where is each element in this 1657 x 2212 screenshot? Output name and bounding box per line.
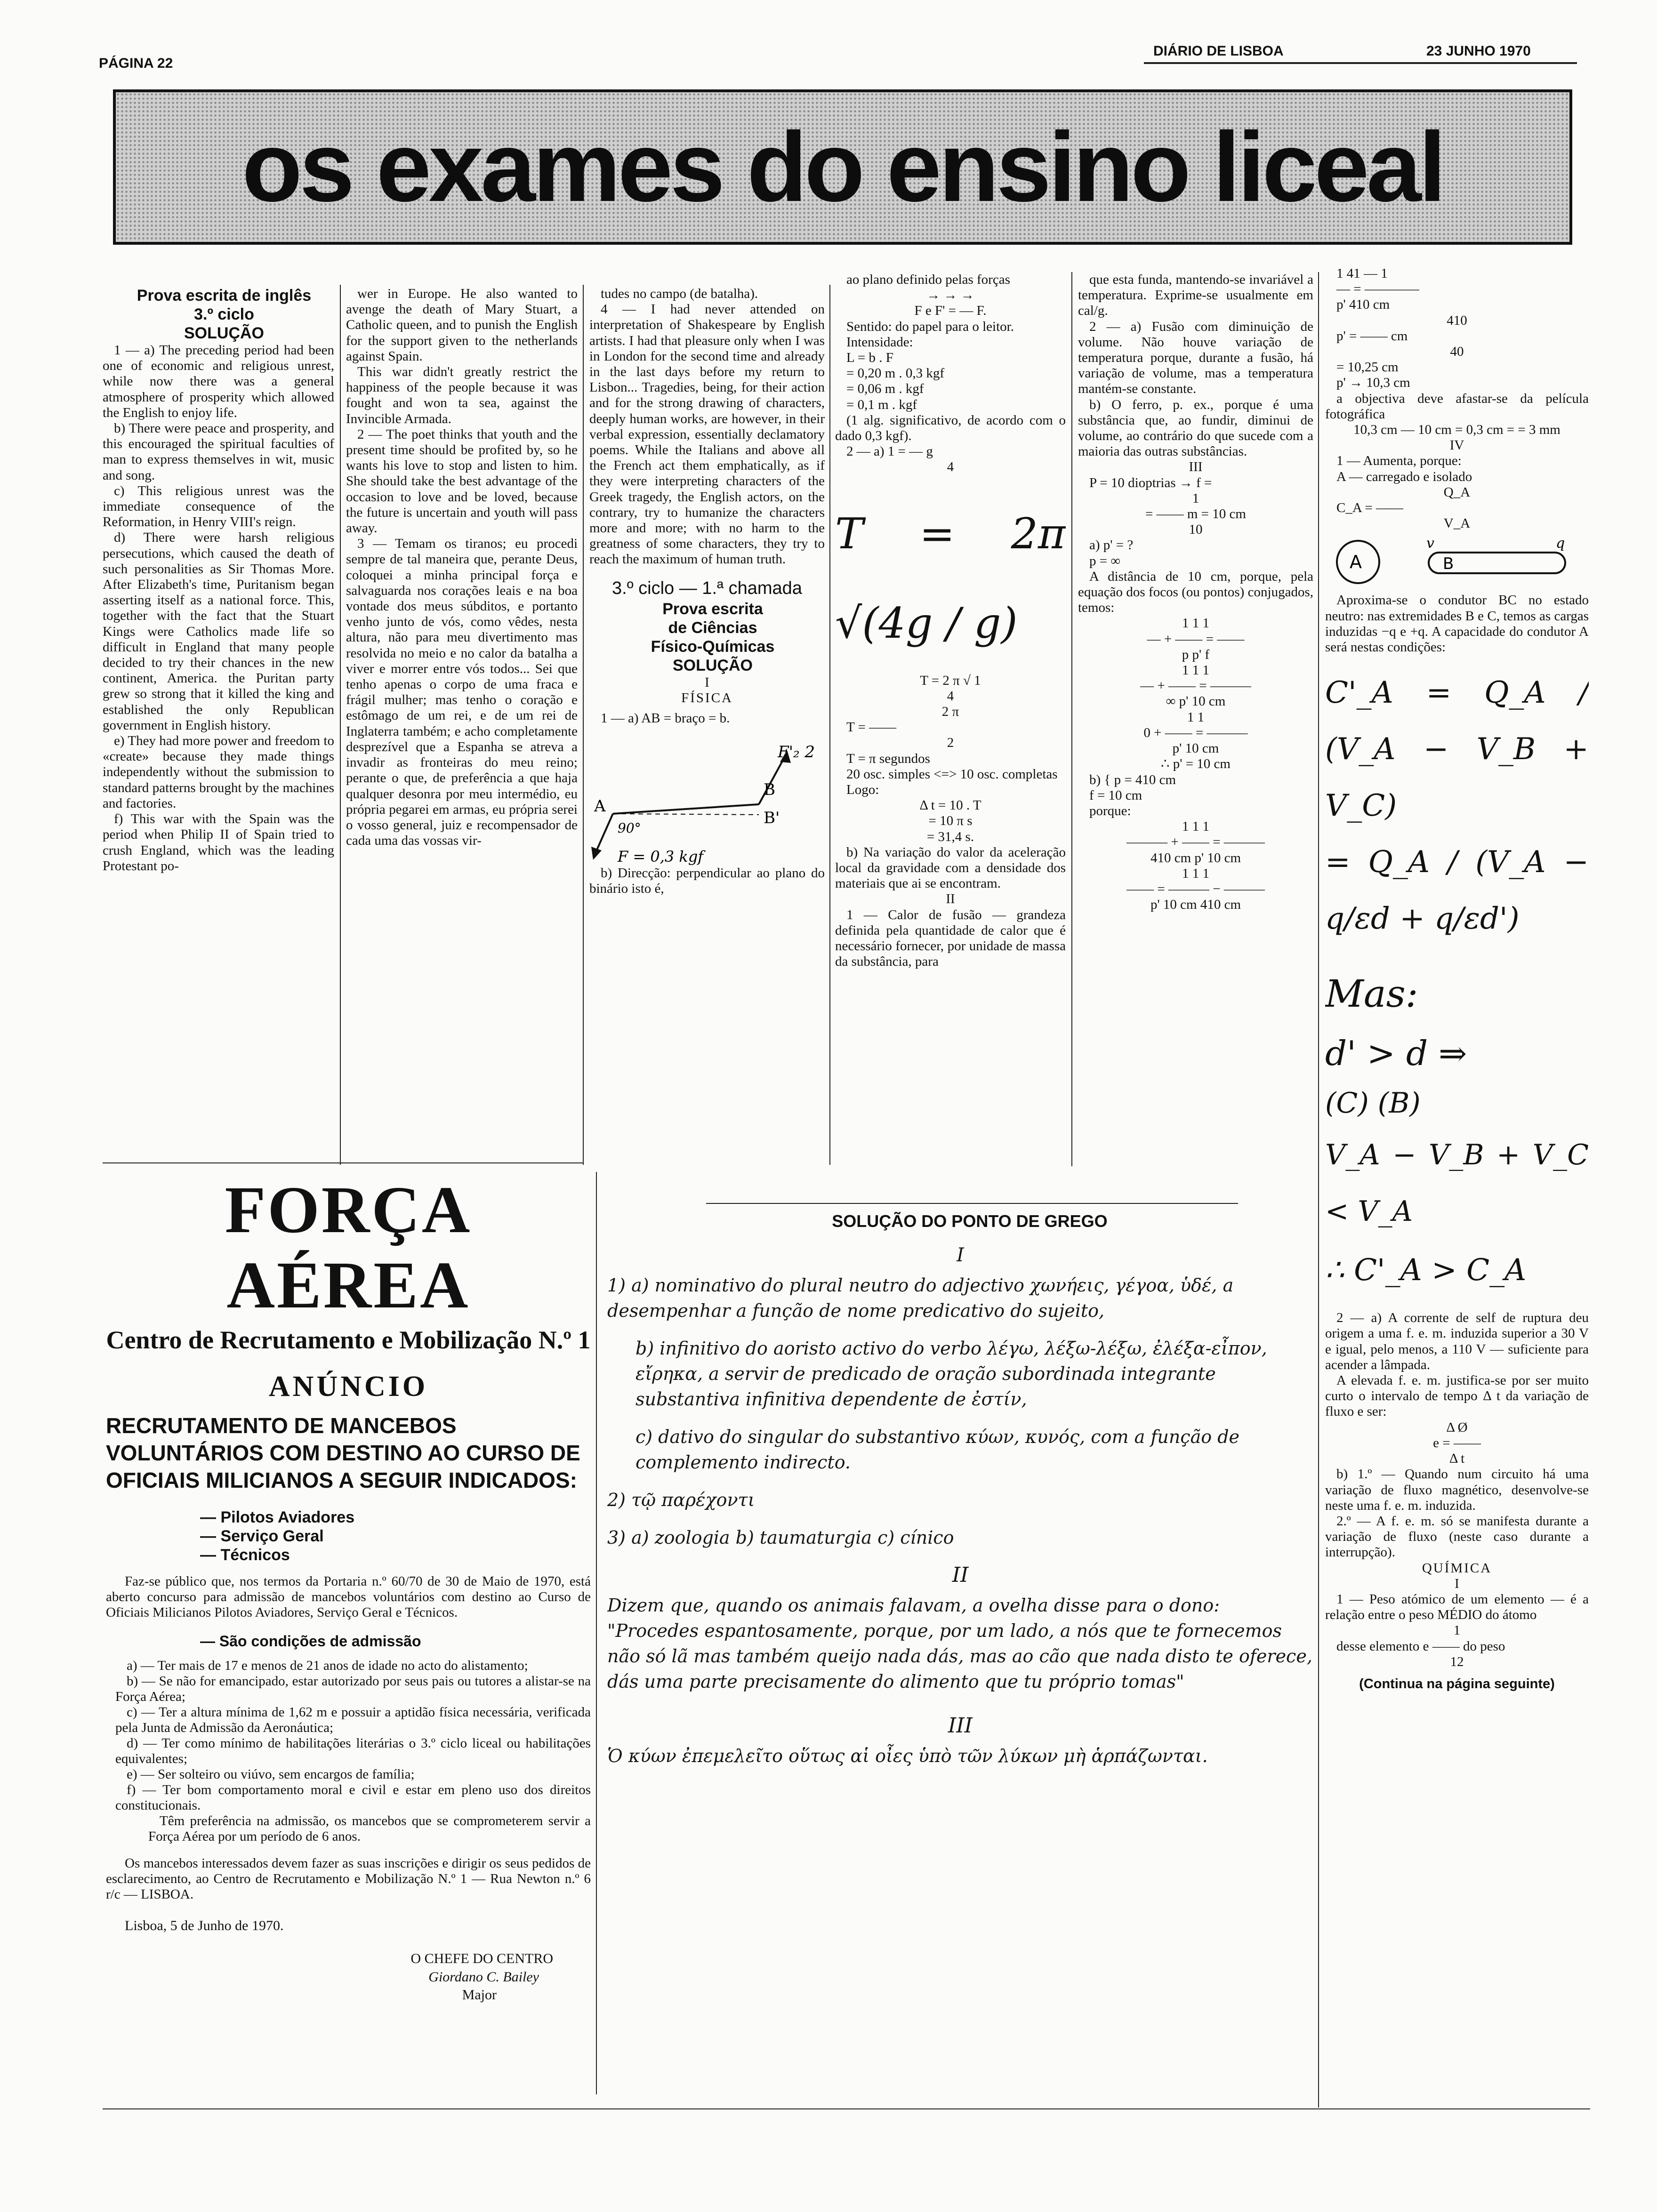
formula-line: —— = ——— − ——— <box>1126 881 1265 897</box>
greek-answers <box>607 1273 1313 1550</box>
formula-line: 410 <box>1447 313 1467 328</box>
greek-translation: Dizem que, quando os animais falavam, a ovelha disse para o dono: "Procedes espantosamente, porque, por um lado, a nós que te fornecemos não só lã mas também queijo nada dás, mas ao cão que nada disto te oferece, dás uma parte precisamente do alimento que tu próprio tomas" <box>607 1595 1312 1692</box>
formula-line: 4 <box>947 688 954 704</box>
roman-numeral: III <box>948 1714 973 1738</box>
page-number: PÁGINA 22 <box>99 56 173 71</box>
condition-item: d) — Ter como mínimo de habilitações literárias o 3.º ciclo liceal ou habilitações equivalentes; <box>115 1736 591 1766</box>
formula-line: p' = —— cm <box>1336 328 1408 344</box>
formula-line: 2 <box>947 735 954 751</box>
banner-title: os exames do ensino liceal <box>242 112 1443 222</box>
formula-line: b) { p = 410 cm <box>1089 772 1176 787</box>
column-rule <box>583 285 584 1165</box>
paragraph: ao plano definido pelas forças <box>846 272 1010 287</box>
english-column-2 <box>346 286 578 1166</box>
paragraph: A elevada f. e. m. justifica-se por ser muito curto o intervalo de tempo Δ t da variação de fluxo e ser: <box>1325 1373 1589 1419</box>
formula-line: 10,3 cm — 10 cm = 0,3 cm = = 3 mm <box>1353 422 1560 438</box>
formula-line: — + —— = ——— <box>1140 678 1251 694</box>
paragraph: 4 — I had never attended on interpretation of Shakespeare by English artists. I had that pleasure only when I was in London for the second time and already in the last days before my return to Lisbon... Tragedies, being, for their action and for the strong drawing of characters, deeply human works, are however, in their verbal expression, essentially declamatory poems. While the Italians and above all the French act them emphatically, as if they were interpreting characters of the Greek tragedy, the English actors, on the contrary, try to humanize the characters more and more; with no harm to the greatness of some characters, they try to reach the maximum of human truth. <box>589 302 825 567</box>
paragraph: 20 osc. simples <=> 10 osc. completas <box>846 766 1058 782</box>
quimica-heading: QUÍMICA <box>1422 1560 1492 1576</box>
ad-title: FORÇA AÉREA <box>225 1172 472 1322</box>
paragraph: a objectiva deve afastar-se da película fotográfica <box>1325 391 1589 422</box>
formula-line: = 10 π s <box>928 813 973 829</box>
formula-line: Logo: <box>846 782 879 798</box>
formula-line: ∞ p' 10 cm <box>1166 694 1226 709</box>
roman-numeral: III <box>1189 459 1203 475</box>
formula-line: F e F' = — F. <box>914 303 987 319</box>
formula-line: 1 41 — 1 <box>1336 266 1388 281</box>
paragraph: b) O ferro, p. ex., porque é uma substância que, ao fundir, diminui de volume, ao contrário do que sucede com a maioria das outras substâncias. <box>1078 397 1313 459</box>
paragraph: 1 — Calor de fusão — grandeza definida pela quantidade de calor que é necessário fornecer, por unidade de massa da substância, para <box>835 907 1066 970</box>
paragraph: Aproxima-se o condutor BC no estado neutro: nas extremidades B e C, temos as cargas induzidas −q e +q. A capacidade do condutor A será nestas condições: <box>1325 593 1589 655</box>
condition-item: f) — Ter bom comportamento moral e civil e estar em pleno uso dos direitos constitucionais. <box>115 1782 591 1813</box>
formula-line: ∴ p' = 10 cm <box>1161 756 1231 772</box>
conductor-diagram <box>1325 536 1579 588</box>
handwritten-pendulum-formula: T = 2π √(4g / g) <box>835 509 1066 648</box>
paragraph: 1 — a) The preceding period had been one of economic and religious unrest, while now there was a general atmosphere of prosperity which allowed the English to enjoy life. <box>103 343 334 420</box>
formula-line: T = 2 π √ 1 <box>920 673 981 688</box>
handwritten-inequality-2: V_A − V_B + V_C < V_A <box>1325 1138 1589 1228</box>
formula-line: = 31,4 s. <box>926 829 974 844</box>
formula-line: V_A <box>1443 516 1471 531</box>
formula-line: p = ∞ <box>1089 553 1121 569</box>
formula-line: = 0,20 m . 0,3 kgf <box>846 366 945 381</box>
answer-1a: 1 — a) AB = braço = b. <box>601 711 730 726</box>
section-banner <box>113 89 1572 245</box>
formula-line: 40 <box>1450 344 1464 360</box>
column-rule <box>596 1172 597 2094</box>
greek-solution <box>607 1210 1313 2094</box>
ad-centro: Centro de Recrutamento e Mobilização N.º 1 <box>106 1326 591 1354</box>
column-rule <box>1071 272 1072 1166</box>
formula-line: Δ t <box>1449 1451 1465 1467</box>
roman-numeral: I <box>957 1244 964 1266</box>
formula-line: T = π segundos <box>846 751 930 766</box>
condition-item: a) — Ter mais de 17 e menos de 21 anos de idade no acto do alistamento; <box>127 1658 528 1673</box>
ad-closing: Os mancebos interessados devem fazer as suas inscrições e dirigir os seus pedidos de esclarecimento, ao Centro de Recrutamento e Mobilização N.º 1 — Rua Newton n.º 6 r/c — LISBOA. <box>106 1856 591 1902</box>
paragraph: b) Na variação do valor da aceleração local da gravidade com a densidade dos materiais que ai se encontram. <box>835 844 1066 891</box>
label-b: B <box>764 780 775 800</box>
ad-body: Faz-se público que, nos termos da Portaria n.º 60/70 de 30 de Maio de 1970, está aberto concurso para admissão de mancebos voluntários com destino ao Curso de Oficiais Milicianos Pilotos Aviadores, Serviço Geral e Técnicos. <box>106 1574 591 1620</box>
greek-answer: 1) a) nominativo do plural neutro do adjectivo χωνήεις, γέγοα, ὑδέ, a desempenhar a função de nome predicativo do sujeito, <box>607 1275 1234 1321</box>
condition-item: e) — Ser solteiro ou viúvo, sem encargos de família; <box>127 1767 415 1782</box>
column-rule <box>1318 272 1319 2108</box>
formula-line: 10 <box>1189 522 1203 537</box>
formula-line: e = —— <box>1433 1435 1481 1451</box>
paragraph: 2 — a) A corrente de self de ruptura deu origem a uma f. e. m. induzida superior a 30 V e igual, pelo menos, a 110 V — suficiente para acender a lâmpada. <box>1325 1310 1589 1372</box>
paragraph: que esta funda, mantendo-se invariável a temperatura. Exprime-se usualmente em cal/g. <box>1078 272 1313 319</box>
roman-numeral: I <box>705 674 709 690</box>
ad-conditions <box>106 1658 591 1844</box>
paragraph: 3 — Temam os tiranos; eu procedi sempre de tal maneira que, perante Deus, coloquei a minha principal força e salvaguarda nos corações leais e na boa vontade dos meus súbditos, e portanto venho junto de vós, como vêdes, nesta altura, não para meu divertimento mas resolvida no meio e no calor da batalha a viver e morrer entre vós todos... Sei que tenho apenas o corpo de uma fraca e frágil mulher; mas tenho o coração e estômago de um rei, e de um rei de Inglaterra também; e acho completamente desprezível que a Espanha se atreva a invadir as fronteiras do meu reino; perante o que, de preferência a que haja qualquer desonra por meu intermédio, eu própria pegarei em armas, eu própria serei o vosso general, juiz e recompensador de cada uma das vossas vir- <box>346 536 578 849</box>
course-item: — Serviço Geral <box>200 1527 324 1545</box>
formula-line: 1 <box>1192 490 1199 506</box>
handwritten-capacity-formula: C'_A = Q_A / (V_A − V_B + V_C) <box>1325 675 1589 824</box>
english-cycle: 3.º ciclo <box>194 305 254 323</box>
handwritten-inequality-labels: (C) (B) <box>1325 1087 1421 1120</box>
label-angle: 90° <box>618 820 641 836</box>
label-v: v <box>1426 536 1434 552</box>
formula-line: f = 10 cm <box>1089 787 1142 803</box>
formula-line: = 0,06 m . kgf <box>846 381 924 397</box>
english-column-3 <box>589 286 825 1166</box>
ad-conditions-title: — São condições de admissão <box>200 1633 421 1650</box>
label-b: B <box>1443 554 1454 574</box>
paragraph: 1 — Aumenta, porque: <box>1336 453 1462 469</box>
ad-date: Lisboa, 5 de Junho de 1970. <box>125 1918 284 1933</box>
formula-line: Δ t = 10 . T <box>919 798 981 813</box>
paragraph: wer in Europe. He also wanted to avenge the death of Mary Stuart, a Catholic queen, and to punish the English for the support given to the netherlands against Spain. <box>346 286 578 364</box>
formula-line: p' 10 cm 410 cm <box>1150 897 1241 913</box>
ad-signoff: O CHEFE DO CENTRO <box>410 1951 553 1966</box>
formula-line: = 10,25 cm <box>1336 360 1399 375</box>
formula-line: 1 1 <box>1187 709 1205 725</box>
formula-line: = 0,1 m . kgf <box>846 397 917 412</box>
paragraph: A distância de 10 cm, porque, pela equação dos focos (ou pontos) conjugados, temos: <box>1078 569 1313 616</box>
header-rule <box>1144 62 1577 64</box>
condition-item: b) — Se não for emancipado, estar autorizado por seus pais ou tutores a alistar-se na Força Aérea; <box>115 1674 591 1704</box>
english-column-1 <box>103 286 334 1166</box>
forca-aerea-ad <box>106 1172 591 2094</box>
column-rule <box>340 285 341 1165</box>
paragraph: 1 — Peso atómico de um elemento — é a relação entre o peso MÉDIO do átomo <box>1325 1591 1589 1623</box>
answer-1b: b) Direcção: perpendicular ao plano do binário isto é, <box>589 866 825 897</box>
paragraph: Sentido: do papel para o leitor. <box>846 319 1014 334</box>
label-a: A <box>594 797 606 816</box>
vector-arrows: → → → <box>926 288 974 303</box>
ad-headline: RECRUTAMENTO DE MANCEBOS VOLUNTÁRIOS COM DESTINO AO CURSO DE OFICIAIS MILICIANOS A SEGUIR INDICADOS: <box>106 1413 580 1492</box>
formula-line: p' → 10,3 cm <box>1336 375 1410 391</box>
formula-line: — + —— = —— <box>1147 631 1245 647</box>
roman-numeral: IV <box>1449 438 1464 453</box>
greek-answer: b) infinitivo do aoristo activo do verbo λέγω, λέξω-λέξω, ἐλέξα-εἶπον, εἴρηκα, a servir de predicado de oração subordinada integrante substantiva infinitiva dependente de ἐστίν, <box>635 1338 1267 1410</box>
column-rule <box>829 285 830 1165</box>
greek-version: Ὁ κύων ἐπεμελεῖτο οὕτως αἱ οἶες ὑπὸ τῶν λύκων μὴ ἁρπάζωνται. <box>607 1746 1208 1766</box>
roman-numeral: II <box>946 891 955 907</box>
greek-answer: 3) a) zoologia b) taumaturgia c) cínico <box>607 1527 954 1548</box>
english-title: Prova escrita de inglês <box>137 287 312 305</box>
condition-item: Têm preferência na admissão, os mancebos que se comprometerem servir a Força Aérea por um período de 6 anos. <box>148 1813 591 1844</box>
formula-line: 12 <box>1450 1654 1464 1669</box>
physics-title-3: Físico-Químicas <box>651 637 775 656</box>
formula-line: 4 <box>947 459 954 475</box>
force-arrow-head <box>591 847 602 860</box>
paragraph: (1 alg. significativo, de acordo com o dado 0,3 kgf). <box>835 412 1066 444</box>
paragraph: A — carregado e isolado <box>1336 469 1472 484</box>
handwritten-capacity-formula-2: = Q_A / (V_A − q/εd + q/εd') <box>1325 845 1589 937</box>
lever-arm <box>613 804 759 814</box>
handwritten-inequality-1: d' > d ⇒ <box>1325 1034 1467 1074</box>
paragraph: c) This religious unrest was the immediate consequence of the Reformation, in Henry VIII's reign. <box>103 483 334 530</box>
lever-diagram <box>589 729 815 866</box>
paragraph: f) This war with the Spain was the period when Philip II of Spain tried to crush England, which was the leading Protestant po- <box>103 811 334 874</box>
formula-line: Q_A <box>1443 484 1471 500</box>
condition-item: c) — Ter a altura mínima de 1,62 m e possuir a aptidão física necessária, verificada pela Junta de Admissão da Aeronáutica; <box>115 1705 591 1735</box>
label-a: A <box>1350 552 1362 573</box>
formula-line: 0 + —— = ——— <box>1143 725 1248 740</box>
handwritten-mas: Mas: <box>1325 972 1418 1016</box>
greek-answer: 2) τῷ παρέχοντι <box>607 1490 755 1510</box>
greek-title: SOLUÇÃO DO PONTO DE GREGO <box>832 1211 1108 1231</box>
physics-cycle-call: 3.º ciclo — 1.ª chamada <box>612 578 802 598</box>
ad-signatory: Giordano C. Bailey <box>428 1969 539 1985</box>
formula-line: L = b . F <box>846 350 893 366</box>
formula-line: 2 — a) 1 = — g <box>846 444 933 459</box>
formula-line: p' 410 cm <box>1336 297 1390 313</box>
label-f2: F'₂ 2 <box>778 743 815 762</box>
fisica-heading: FÍSICA <box>681 690 733 705</box>
ad-course-list <box>200 1508 591 1564</box>
formula-line: = —— m = 10 cm <box>1145 506 1246 522</box>
course-item: — Técnicos <box>200 1546 290 1564</box>
formula-line: 1 1 1 <box>1182 616 1209 631</box>
formula-line: a) p' = ? <box>1089 537 1134 553</box>
roman-numeral: I <box>1455 1576 1459 1591</box>
paragraph: 2 — The poet thinks that youth and the present time should be profited by, so he wants his love to stop and listen to him. She should take the best advantage of the occasion to love and be loved, because the future is uncertain and youth will pass away. <box>346 426 578 536</box>
physics-column-5 <box>1078 272 1313 1166</box>
formula-line: 410 cm p' 10 cm <box>1150 850 1241 866</box>
formula-line: 1 1 1 <box>1182 819 1209 834</box>
formula-line: p' 10 cm <box>1172 741 1219 756</box>
newspaper-name: DIÁRIO DE LISBOA <box>1153 43 1284 59</box>
paragraph: e) They had more power and freedom to «create» because they made things independently without the submission to standard patterns brought by the machines and factories. <box>103 733 334 811</box>
paragraph: Intensidade: <box>846 334 913 350</box>
paragraph: 2 — a) Fusão com diminuição de volume. Não houve variação de temperatura porque, durante a fusão, há variação de volume, mas a temperatura mantém-se constante. <box>1078 319 1313 397</box>
label-q: q <box>1556 536 1565 552</box>
english-solution: SOLUÇÃO <box>184 324 264 342</box>
physics-title-2: de Ciências <box>668 618 757 637</box>
continues-next-page: (Continua na página seguinte) <box>1359 1676 1555 1691</box>
section-rule <box>103 1162 583 1163</box>
formula-line: 1 <box>1453 1623 1461 1638</box>
ad-rank: Major <box>462 1987 497 2003</box>
formula-line: C_A = —— <box>1336 500 1404 516</box>
greek-top-rule <box>706 1203 1238 1204</box>
ad-anuncio: ANÚNCIO <box>268 1370 428 1403</box>
formula-line: p p' f <box>1182 647 1210 662</box>
formula-line: 1 1 1 <box>1182 866 1209 881</box>
formula-line: 1 1 1 <box>1182 663 1209 678</box>
course-item: — Pilotos Aviadores <box>200 1508 355 1526</box>
roman-numeral: II <box>952 1563 969 1587</box>
formula-line: desse elemento e —— do peso <box>1336 1638 1505 1654</box>
formula-line: T = —— <box>846 720 897 735</box>
formula-line: porque: <box>1089 803 1131 818</box>
bottom-rule <box>103 2108 1590 2109</box>
formula-line: ——— + —— = ——— <box>1126 834 1265 850</box>
greek-answer: c) dativo do singular do substantivo κύων, κυνός, com a função de complemento indirecto. <box>635 1427 1240 1473</box>
formula-line: 2 π <box>941 704 959 720</box>
projection-line <box>613 814 759 815</box>
label-f: F = 0,3 kgf <box>618 848 704 866</box>
physics-title-1: Prova escrita <box>662 600 763 618</box>
physics-column-4 <box>835 272 1066 1166</box>
physics-column-6 <box>1325 266 1589 2111</box>
paragraph: b) There were peace and prosperity, and this encouraged the spiritual faculties of man to express themselves in wit, music and song. <box>103 421 334 483</box>
paragraph: tudes no campo (de batalha). <box>601 286 758 301</box>
paragraph: This war didn't greatly restrict the happiness of the people because it was fought and won ta sea, against the Invincible Armada. <box>346 364 578 426</box>
paragraph: 2.º — A f. e. m. só se manifesta durante a variação de fluxo (neste caso durante a interrupção). <box>1325 1513 1589 1560</box>
paragraph: d) There were harsh religious persecutions, which caused the death of such personalities as Sir Thomas More. After Elizabeth's time, Puritanism began asserting itself as a national force. This, together with the fact that the Stuart Kings were Catholics made life so difficult in England that many people decided to try their chances in the new continent, America. the Puritan party grew so strong that it killed the king and established the only Republican government in English history. <box>103 530 334 733</box>
formula-line: P = 10 dioptrias → f = <box>1089 475 1212 490</box>
paragraph: b) 1.º — Quando num circuito há uma variação de fluxo magnético, desenvolve-se neste uma f. e. m. induzida. <box>1325 1467 1589 1513</box>
label-b-prime: B' <box>764 809 780 828</box>
issue-date: 23 JUNHO 1970 <box>1426 43 1531 59</box>
formula-line: Δ Ø <box>1446 1419 1468 1435</box>
physics-solution: SOLUÇÃO <box>673 656 753 674</box>
handwritten-inequality-3: ∴ C'_A > C_A <box>1325 1253 1527 1288</box>
formula-line: — = ———— <box>1336 281 1419 297</box>
